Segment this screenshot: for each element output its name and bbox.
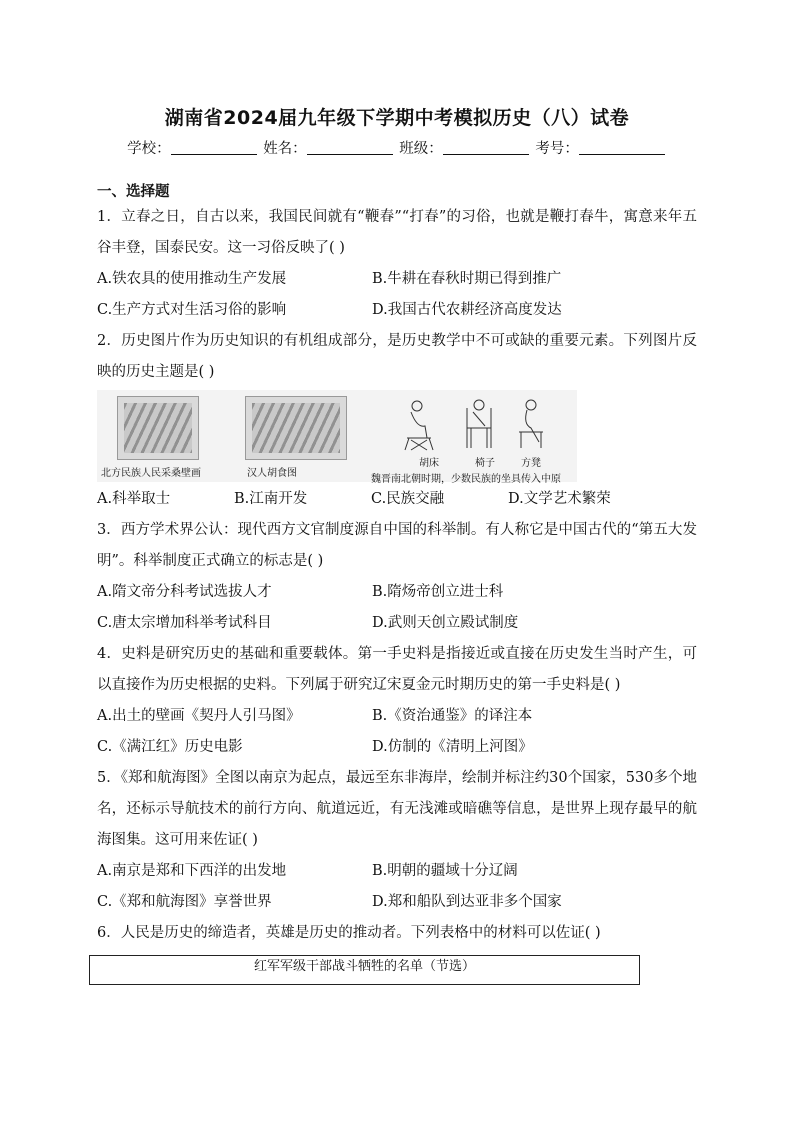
figure-label-stool: 方凳: [521, 458, 541, 469]
question-list: [97, 202, 697, 985]
question-2-figure: [97, 390, 577, 485]
question-2-option-b[interactable]: B.江南开发: [234, 491, 308, 507]
question-4-options: [97, 701, 697, 763]
question-2-text: 2．历史图片作为历史知识的有机组成部分，是历史教学中不可或缺的重要元素。下列图片反映的历史主题是( ): [97, 333, 697, 380]
question-5-option-c[interactable]: C.《郑和航海图》享誉世界: [97, 894, 272, 910]
question-5-option-b[interactable]: B.明朝的疆域十分辽阔: [372, 863, 518, 879]
class-blank[interactable]: [443, 140, 529, 155]
question-2-options: [97, 484, 697, 515]
school-label: 学校：: [127, 141, 171, 157]
question-4-text: 4．史料是研究历史的基础和重要载体。第一手史料是指接近或直接在历史发生当时产生，可以直接作为历史根据的史料。下列属于研究辽宋夏金元时期历史的第一手史料是( ): [97, 646, 697, 693]
question-3-option-b[interactable]: B.隋炀帝创立进士科: [372, 584, 504, 600]
stool-illustration: [509, 398, 553, 452]
chair-illustration: [457, 398, 501, 452]
figure-caption-2: 汉人胡食图: [247, 468, 297, 479]
question-3-option-c[interactable]: C.唐太宗增加科举考试科目: [97, 615, 272, 631]
hu-food-image: [245, 396, 347, 460]
mural-image: [117, 396, 199, 460]
class-label: 班级：: [399, 141, 443, 157]
question-1-option-b[interactable]: B.牛耕在春秋时期已得到推广: [372, 271, 562, 287]
question-4-option-c[interactable]: C.《满江红》历史电影: [97, 739, 243, 755]
name-label: 姓名：: [263, 141, 307, 157]
question-2-option-c[interactable]: C.民族交融: [371, 491, 445, 507]
page-title: 湖南省2024届九年级下学期中考模拟历史（八）试卷: [164, 107, 630, 129]
question-3-option-a[interactable]: A.隋文帝分科考试选拔人才: [97, 584, 272, 600]
question-2-option-d[interactable]: D.文学艺术繁荣: [508, 491, 611, 507]
question-1-option-d[interactable]: D.我国古代农耕经济高度发达: [372, 302, 562, 318]
section-title: 一、选择题: [97, 184, 170, 200]
figure-caption-3: 魏晋南北朝时期，少数民族的坐具传入中原: [371, 474, 561, 485]
figure-label-hu-bed: 胡床: [419, 458, 439, 469]
question-1-option-a[interactable]: A.铁农具的使用推动生产发展: [97, 271, 287, 287]
name-blank[interactable]: [307, 140, 393, 155]
question-4-option-a[interactable]: A.出土的壁画《契丹人引马图》: [97, 708, 301, 724]
question-2-option-a[interactable]: A.科举取士: [97, 491, 171, 507]
question-5-option-d[interactable]: D.郑和船队到达亚非多个国家: [372, 894, 562, 910]
question-5-text: 5．《郑和航海图》全图以南京为起点，最远至东非海岸，绘制并标注约30个国家，530多个地名，还标示导航技术的前行方向、航道远近，有无浅滩或暗礁等信息，是世界上现存最早的航海图集。这可用来佐证( ): [97, 770, 697, 848]
question-4-option-b[interactable]: B.《资治通鉴》的译注本: [372, 708, 533, 724]
question-6-text: 6．人民是历史的缔造者，英雄是历史的推动者。下列表格中的材料可以佐证( ): [97, 925, 601, 941]
question-5-option-a[interactable]: A.南京是郑和下西洋的出发地: [97, 863, 287, 879]
question-3-option-d[interactable]: D.武则天创立殿试制度: [372, 615, 519, 631]
student-info-line: [0, 137, 794, 158]
question-1-text: 1．立春之日，自古以来，我国民间就有“鞭春”“打春”的习俗，也就是鞭打春牛，寓意来年五谷丰登，国泰民安。这一习俗反映了( ): [97, 209, 697, 256]
hu-bed-illustration: [397, 398, 441, 452]
number-label: 考号：: [535, 141, 579, 157]
question-3-text: 3．西方学术界公认：现代西方文官制度源自中国的科举制。有人称它是中国古代的“第五大发明”。科举制度正式确立的标志是( ): [97, 522, 697, 569]
question-3-options: [97, 577, 697, 639]
question-1-option-c[interactable]: C.生产方式对生活习俗的影响: [97, 302, 287, 318]
figure-label-chair: 椅子: [475, 458, 495, 469]
school-blank[interactable]: [171, 140, 257, 155]
question-5-options: [97, 856, 697, 918]
question-4-option-d[interactable]: D.仿制的《清明上河图》: [372, 739, 533, 755]
question-1-options: [97, 264, 697, 326]
number-blank[interactable]: [579, 140, 665, 155]
figure-caption-1: 北方民族人民采桑壁画: [101, 468, 201, 479]
question-6-table-title: 红军军级干部战斗牺牲的名单（节选）: [253, 959, 475, 974]
question-6-table: [89, 955, 640, 985]
